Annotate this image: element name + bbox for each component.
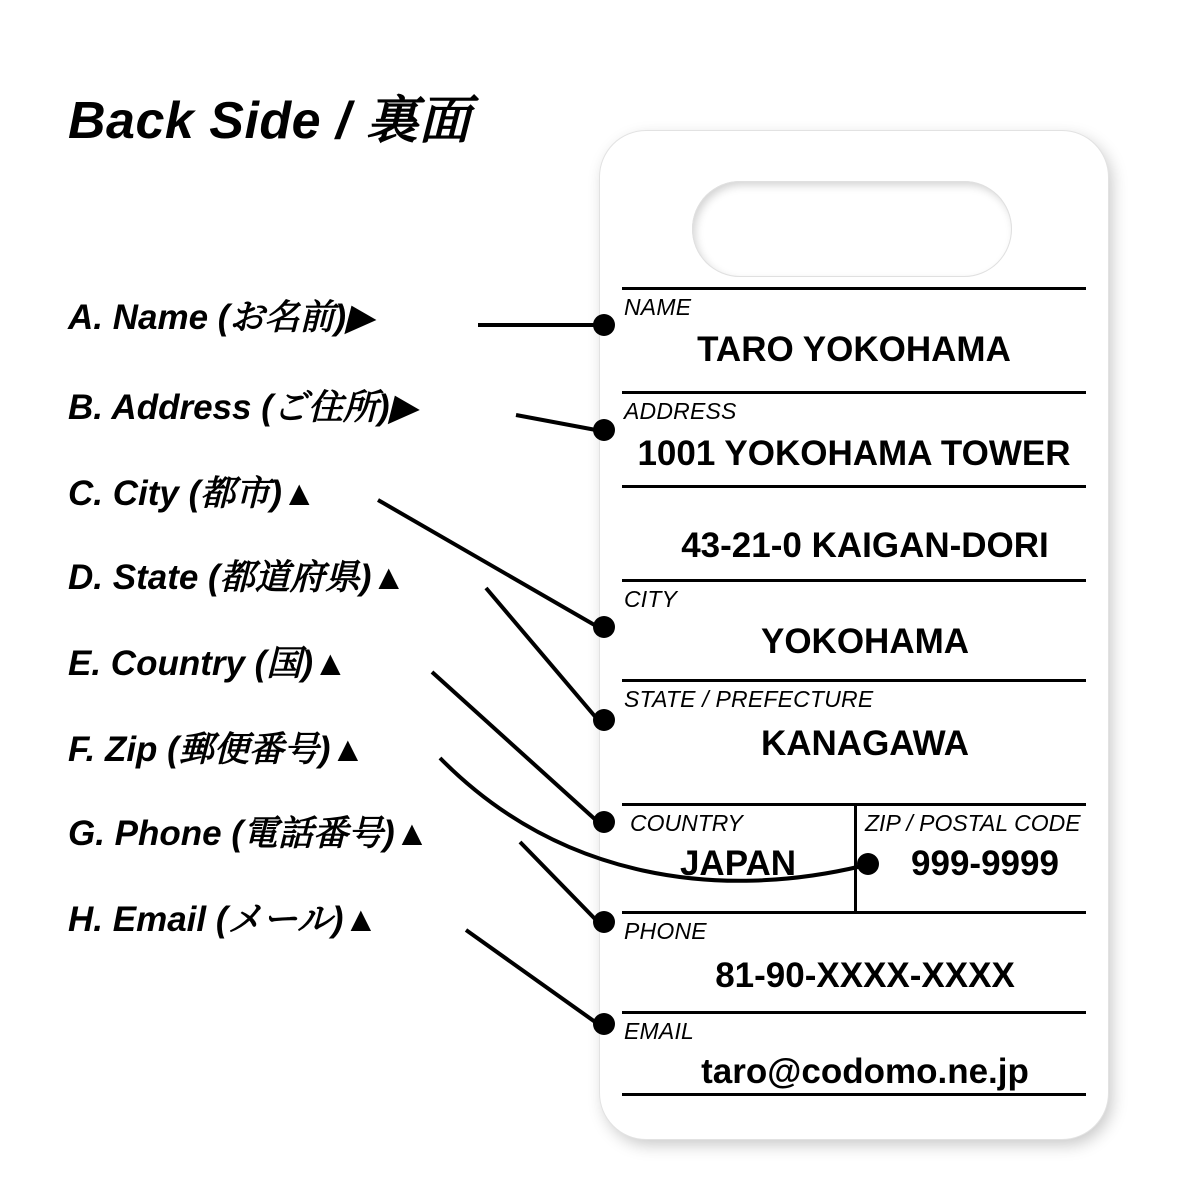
up-triangle-icon: ▲ xyxy=(330,730,366,769)
field-state xyxy=(622,679,1086,806)
legend-item-zip xyxy=(68,732,365,767)
up-triangle-icon: ▲ xyxy=(281,474,317,513)
legend-item-email xyxy=(68,902,378,937)
right-triangle-icon: ▶ xyxy=(389,388,417,427)
legend-item-city xyxy=(68,476,317,511)
legend-label: F. Zip (郵便番号) xyxy=(68,730,331,769)
up-triangle-icon: ▲ xyxy=(343,900,379,939)
leader-line-city xyxy=(378,500,598,627)
field-value: JAPAN xyxy=(679,844,797,883)
field-value: 43-21-0 KAIGAN-DORI xyxy=(681,526,1049,565)
field-value: KANAGAWA xyxy=(760,724,970,763)
field-zip xyxy=(854,806,1089,914)
field-address-line-2 xyxy=(622,485,1086,582)
legend-label: A. Name (お名前) xyxy=(68,298,347,337)
legend-item-name xyxy=(68,300,373,335)
field-email xyxy=(622,1011,1086,1096)
field-name xyxy=(622,287,1086,394)
legend-item-country xyxy=(68,646,348,681)
up-triangle-icon: ▲ xyxy=(371,558,407,597)
field-caption: ADDRESS xyxy=(624,398,737,424)
field-value: 999-9999 xyxy=(911,844,1059,883)
legend-item-state xyxy=(68,560,406,595)
field-value: TARO YOKOHAMA xyxy=(697,330,1011,369)
field-country xyxy=(622,806,854,914)
field-city xyxy=(622,579,1086,682)
field-caption: ZIP / POSTAL CODE xyxy=(865,810,1081,836)
field-phone xyxy=(622,911,1086,1014)
legend-label: B. Address (ご住所) xyxy=(68,388,390,427)
field-value: 81-90-XXXX-XXXX xyxy=(715,956,1015,995)
luggage-tag-back xyxy=(600,131,1108,1139)
field-caption: EMAIL xyxy=(624,1018,695,1044)
legend-label: H. Email (メール) xyxy=(68,900,344,939)
legend-label: E. Country (国) xyxy=(68,644,313,683)
leader-line-country xyxy=(432,672,598,822)
field-country-zip-row xyxy=(622,803,1086,914)
legend-label: C. City (都市) xyxy=(68,474,282,513)
field-caption: COUNTRY xyxy=(630,810,743,836)
leader-line-phone xyxy=(520,842,598,922)
field-value: YOKOHAMA xyxy=(760,622,970,661)
field-caption: STATE / PREFECTURE xyxy=(624,686,874,712)
page-title: Back Side / 裏面 xyxy=(68,92,471,150)
legend-label: G. Phone (電話番号) xyxy=(68,814,395,853)
leader-line-address xyxy=(516,415,596,430)
legend-label: D. State (都道府県) xyxy=(68,558,372,597)
field-caption: PHONE xyxy=(624,918,707,944)
right-triangle-icon: ▶ xyxy=(346,298,374,337)
field-value: taro@codomo.ne.jp xyxy=(701,1052,1029,1091)
leader-line-email xyxy=(466,930,598,1024)
field-caption: CITY xyxy=(624,586,678,612)
field-value: 1001 YOKOHAMA TOWER xyxy=(637,434,1071,473)
tag-strap-slot xyxy=(692,181,1012,277)
up-triangle-icon: ▲ xyxy=(312,644,348,683)
tag-bottom-rule xyxy=(622,1093,1086,1096)
field-caption: NAME xyxy=(624,294,692,320)
legend-item-phone xyxy=(68,816,429,851)
field-address xyxy=(622,391,1086,488)
legend-item-address xyxy=(68,390,416,425)
up-triangle-icon: ▲ xyxy=(394,814,430,853)
leader-line-state xyxy=(486,588,598,720)
